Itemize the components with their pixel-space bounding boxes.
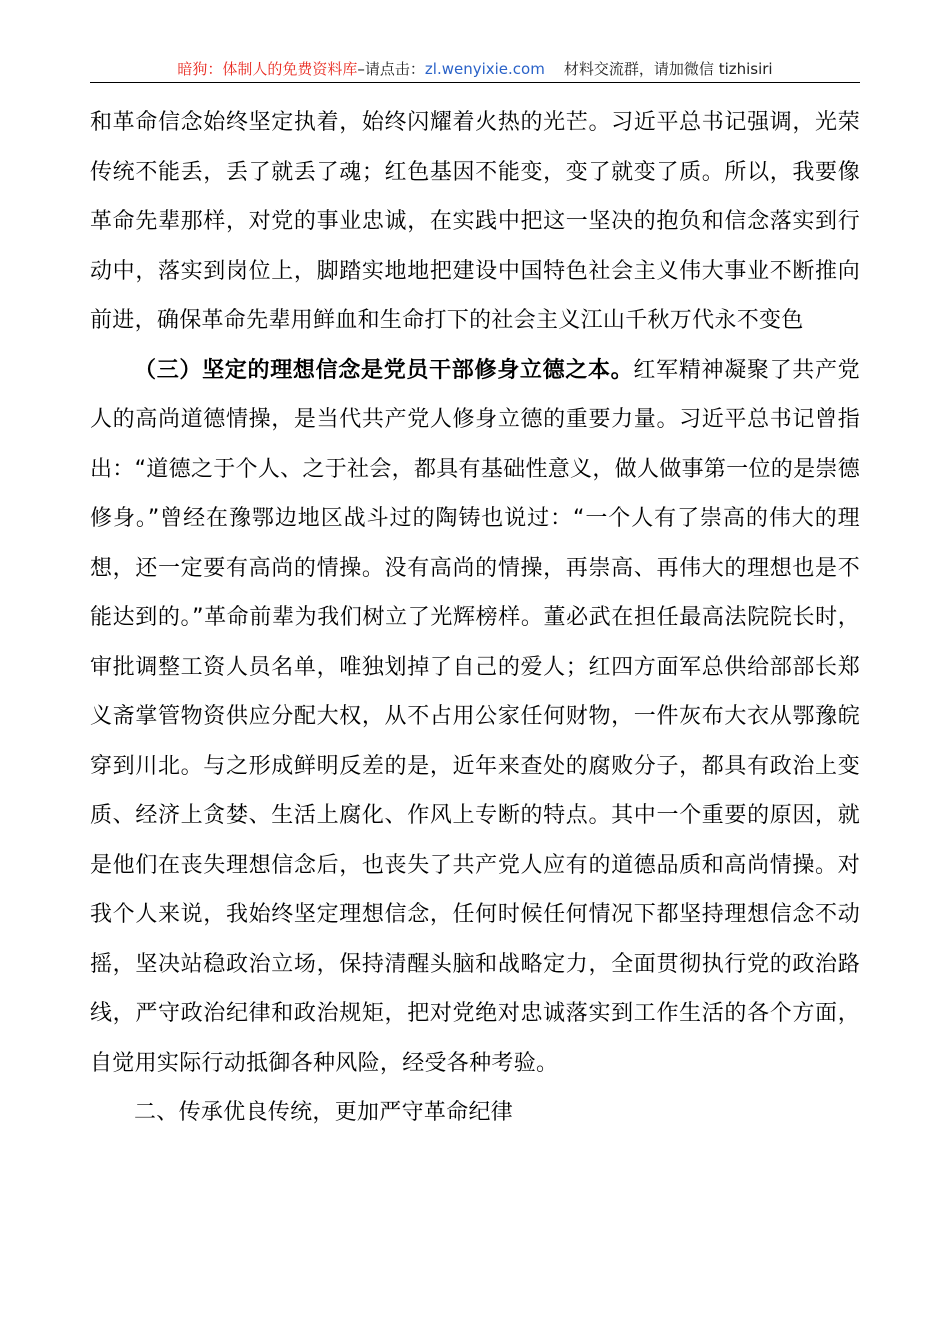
section-heading: 二、传承优良传统，更加严守革命纪律	[134, 1100, 514, 1125]
paragraph-2-lead: （三）坚定的理想信念是党员干部修身立德之本。	[134, 357, 634, 383]
header-contact: 材料交流群，请加微信 tizhisiri	[563, 60, 773, 78]
header-prompt: –请点击：	[357, 60, 425, 78]
document-body	[90, 98, 860, 1138]
page-header	[90, 56, 860, 83]
paragraph-2-body: 红军精神凝聚了共产党人的高尚道德情操，是当代共产党人修身立德的重要力量。习近平总书记曾指出：“道德之于个人、之于社会，都具有基础性意义，做人做事第一位的是崇德修身。”曾经在豫鄂边地区战斗过的陶铸也说过：“一个人有了崇高的伟大的理想，还一定要有高尚的情操。没有高尚的情操，再崇高、再伟大的理想也是不能达到的。”革命前辈为我们树立了光辉榜样。董必武在担任最高法院院长时，审批调整工资人员名单，唯独划掉了自己的爱人；红四方面军总供给部部长郑义斋掌管物资供应分配大权，从不占用公家任何财物，一件灰布大衣从鄂豫皖穿到川北。与之形成鲜明反差的是，近年来查处的腐败分子，都具有政治上变质、经济上贪婪、生活上腐化、作风上专断的特点。其中一个重要的原因，就是他们在丧失理想信念后，也丧失了共产党人应有的道德品质和高尚情操。对我个人来说，我始终坚定理想信念，任何时候任何情况下都坚持理想信念不动摇，坚决站稳政治立场，保持清醒头脑和战略定力，全面贯彻执行党的政治路线，严守政治纪律和政治规矩，把对党绝对忠诚落实到工作生活的各个方面，自觉用实际行动抵御各种风险，经受各种考验。	[90, 357, 860, 1076]
paragraph-1: 和革命信念始终坚定执着，始终闪耀着火热的光芒。习近平总书记强调，光荣传统不能丢，丢了就丢了魂；红色基因不能变，变了就变了质。所以，我要像革命先辈那样，对党的事业忠诚，在实践中把这一坚决的抱负和信念落实到行动中，落实到岗位上，脚踏实地地把建设中国特色社会主义伟大事业不断推向前进，确保革命先辈用鲜血和生命打下的社会主义江山千秋万代永不变色	[90, 110, 860, 333]
header-site-name: 暗狗：体制人的免费资料库	[177, 60, 358, 78]
header-url-link[interactable]: zl.wenyixie.com	[424, 60, 545, 78]
paragraph-2	[90, 346, 860, 1089]
